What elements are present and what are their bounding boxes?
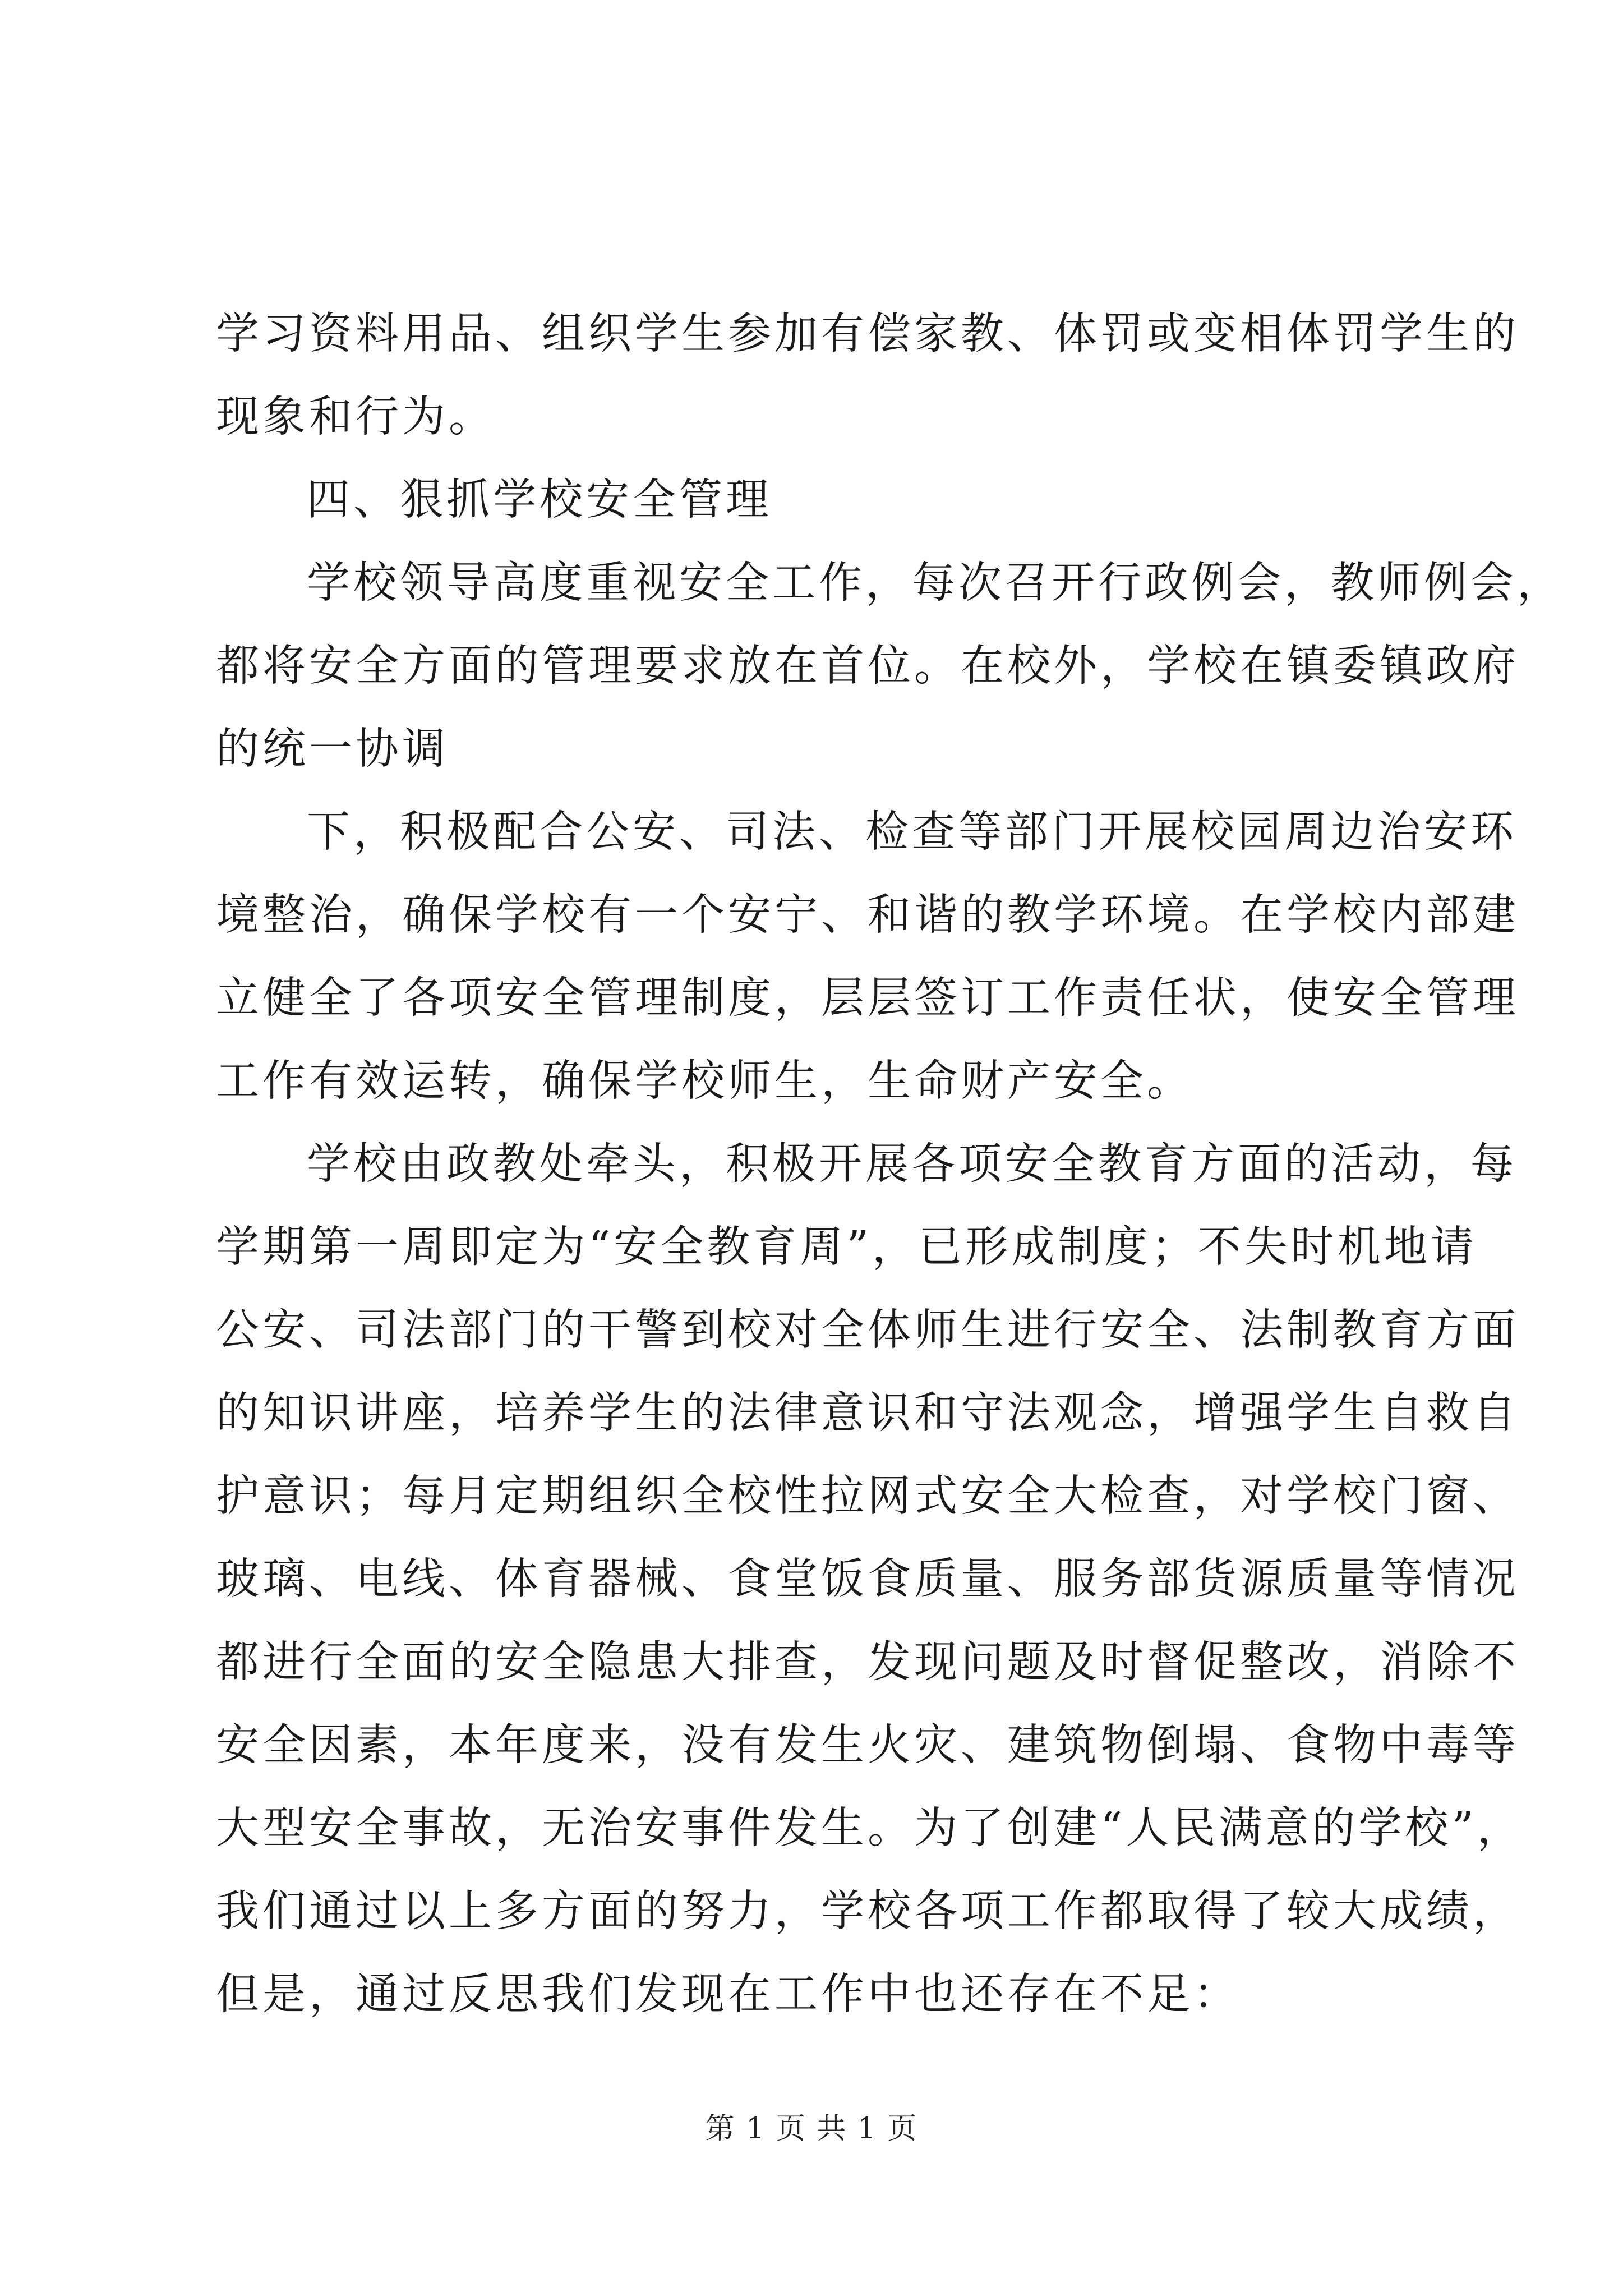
text-line: 的知识讲座，培养学生的法律意识和守法观念，增强学生自救自: [216, 1388, 1519, 1438]
text-line: 护意识；每月定期组织全校性拉网式安全大检查，对学校门窗、: [216, 1471, 1519, 1521]
section-heading: 四、狠抓学校安全管理: [307, 475, 772, 525]
text-line: 但是，通过反思我们发现在工作中也还存在不足：: [216, 1970, 1240, 2019]
page-footer: 第 1 页 共 1 页: [705, 2112, 918, 2146]
text-line: 学校领导高度重视安全工作，每次召开行政例会，教师例会，: [307, 558, 1564, 608]
text-line: 学习资料用品、组织学生参加有偿家教、体罚或变相体罚学生的: [216, 309, 1519, 359]
text-line: 的统一协调: [216, 724, 449, 774]
text-line: 都进行全面的安全隐患大排查，发现问题及时督促整改，消除不: [216, 1637, 1519, 1687]
text-line: 都将安全方面的管理要求放在首位。在校外，学校在镇委镇政府: [216, 641, 1519, 691]
text-line: 公安、司法部门的干警到校对全体师生进行安全、法制教育方面: [216, 1305, 1519, 1355]
text-line: 玻璃、电线、体育器械、食堂饭食质量、服务部货源质量等情况: [216, 1554, 1519, 1604]
text-line: 工作有效运转，确保学校师生，生命财产安全。: [216, 1056, 1193, 1106]
text-line: 大型安全事故，无治安事件发生。为了创建“人民满意的学校”，: [216, 1803, 1524, 1853]
document-body: [216, 293, 1564, 2036]
text-line: 安全因素，本年度来，没有发生火灾、建筑物倒塌、食物中毒等: [216, 1720, 1519, 1770]
text-line: 境整治，确保学校有一个安宁、和谐的教学环境。在学校内部建: [216, 890, 1519, 940]
text-line: 下，积极配合公安、司法、检查等部门开展校园周边治安环: [307, 807, 1517, 857]
text-line: 学校由政教处牵头，积极开展各项安全教育方面的活动，每: [307, 1139, 1517, 1189]
text-line: 现象和行为。: [216, 392, 495, 442]
text-line: 立健全了各项安全管理制度，层层签订工作责任状，使安全管理: [216, 973, 1519, 1023]
text-line: 我们通过以上多方面的努力，学校各项工作都取得了较大成绩，: [216, 1887, 1519, 1936]
text-line: 学期第一周即定为“安全教育周”，已形成制度；不失时机地请: [216, 1222, 1477, 1272]
